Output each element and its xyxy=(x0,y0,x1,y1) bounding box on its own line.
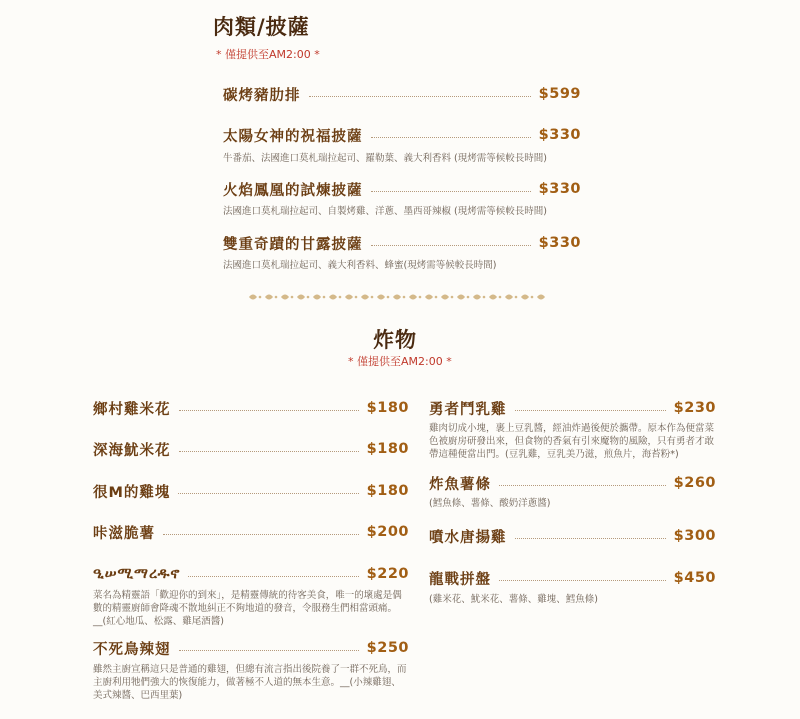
menu-item[interactable] xyxy=(93,637,409,659)
item-price: $599 xyxy=(538,86,581,102)
item-price: $220 xyxy=(366,566,409,582)
menu-item[interactable] xyxy=(429,472,716,494)
menu-item[interactable] xyxy=(93,563,409,585)
dot-leader xyxy=(371,245,531,246)
ornamental-divider xyxy=(247,290,551,304)
item-name: 鄉村雞米花 xyxy=(93,401,171,418)
dot-leader xyxy=(178,493,358,494)
item-name: 炸魚薯條 xyxy=(429,476,491,493)
menu-item[interactable] xyxy=(93,438,409,460)
dot-leader xyxy=(179,410,359,411)
dot-leader xyxy=(515,410,666,411)
item-description: 雞肉切成小塊，裹上豆乳醬，經油炸過後便於攜帶。原本作為便當菜色被廚房研發出來，但食物的香氣有引來魔物的風險，只有勇者才敢帶這種便當出門。(豆乳雞，豆乳美乃滋，煎魚片，海苔粉*) xyxy=(429,423,715,460)
fried-availability-note: * 僅提供至AM2:00 * xyxy=(348,355,452,368)
item-description: 法國進口莫札瑞拉起司、義大利香料、蜂蜜(現烤需等候較長時間) xyxy=(223,260,497,271)
item-price: $330 xyxy=(538,181,581,197)
item-description: (鱈魚條、薯條、酸奶洋蔥醬) xyxy=(429,498,551,509)
item-price: $180 xyxy=(366,400,409,416)
item-price: $180 xyxy=(366,441,409,457)
menu-item[interactable] xyxy=(223,83,581,105)
menu-item[interactable] xyxy=(429,397,716,419)
dot-leader xyxy=(309,96,531,97)
item-name: 咔滋脆薯 xyxy=(93,525,155,542)
meat-section-title: 肉類/披薩 xyxy=(213,15,310,39)
item-price: $450 xyxy=(673,570,716,586)
menu-item[interactable] xyxy=(93,397,409,419)
item-name: 勇者鬥乳雞 xyxy=(429,401,507,418)
item-name: 太陽女神的祝福披薩 xyxy=(223,128,363,145)
dot-leader xyxy=(179,650,359,651)
fried-section-title: 炸物 xyxy=(373,328,417,352)
item-price: $180 xyxy=(366,483,409,499)
item-price: $300 xyxy=(673,528,716,544)
dot-leader xyxy=(163,534,359,535)
item-description: 雖然主廚宣稱這只是普通的雞翅，但總有流言指出後院養了一群不死鳥，而主廚利用牠們強大的恢復能力，做著極不人道的無本生意。__(小辣雞翅、美式辣醬、巴西里葉) xyxy=(93,664,407,701)
menu-item[interactable] xyxy=(223,178,581,200)
item-name: 不死鳥辣翅 xyxy=(93,641,171,658)
item-name: 龍戰拼盤 xyxy=(429,571,491,588)
menu-item[interactable] xyxy=(223,232,581,254)
meat-availability-note: * 僅提供至AM2:00 * xyxy=(216,48,320,61)
menu-item[interactable] xyxy=(223,124,581,146)
item-price: $230 xyxy=(673,400,716,416)
item-description: 牛番茄、法國進口莫札瑞拉起司、羅勒葉、義大利香料 (現烤需等候較長時間) xyxy=(223,153,547,164)
item-name: ዒሠሚማረዱኖ xyxy=(93,566,181,582)
item-name: 火焰鳳凰的試煉披薩 xyxy=(223,182,363,199)
item-description: 菜名為精靈語「歡迎你的到來」，是精靈傳統的待客美食，唯一的壞處是偶數的精靈廚師會降魂不散地糾正不夠地道的發音，令服務生們相當頭痛。__(紅心地瓜、松露、雞尾酒醬) xyxy=(93,590,402,627)
item-name: 很M的雞塊 xyxy=(93,484,171,501)
item-name: 碳烤豬肋排 xyxy=(223,87,301,104)
item-description: (雞米花、魷米花、薯條、雞塊、鱈魚條) xyxy=(429,594,598,605)
dot-leader xyxy=(499,485,666,486)
dot-leader xyxy=(371,191,531,192)
dot-leader xyxy=(515,538,666,539)
menu-item[interactable] xyxy=(429,525,716,547)
menu-item[interactable] xyxy=(93,521,409,543)
item-name: 深海魷米花 xyxy=(93,442,171,459)
dot-leader xyxy=(179,451,359,452)
dot-leader xyxy=(499,580,666,581)
item-price: $250 xyxy=(366,640,409,656)
menu-item[interactable] xyxy=(93,480,409,502)
menu-item[interactable] xyxy=(429,567,716,589)
item-price: $330 xyxy=(538,235,581,251)
item-name: 雙重奇蹟的甘露披薩 xyxy=(223,236,363,253)
item-price: $200 xyxy=(366,524,409,540)
item-price: $330 xyxy=(538,127,581,143)
dot-leader xyxy=(188,576,358,577)
item-price: $260 xyxy=(673,475,716,491)
item-description: 法國進口莫札瑞拉起司、自製烤雞、洋蔥、墨西哥辣椒 (現烤需等候較長時間) xyxy=(223,206,547,217)
item-name: 噴水唐揚雞 xyxy=(429,529,507,546)
dot-leader xyxy=(371,137,531,138)
